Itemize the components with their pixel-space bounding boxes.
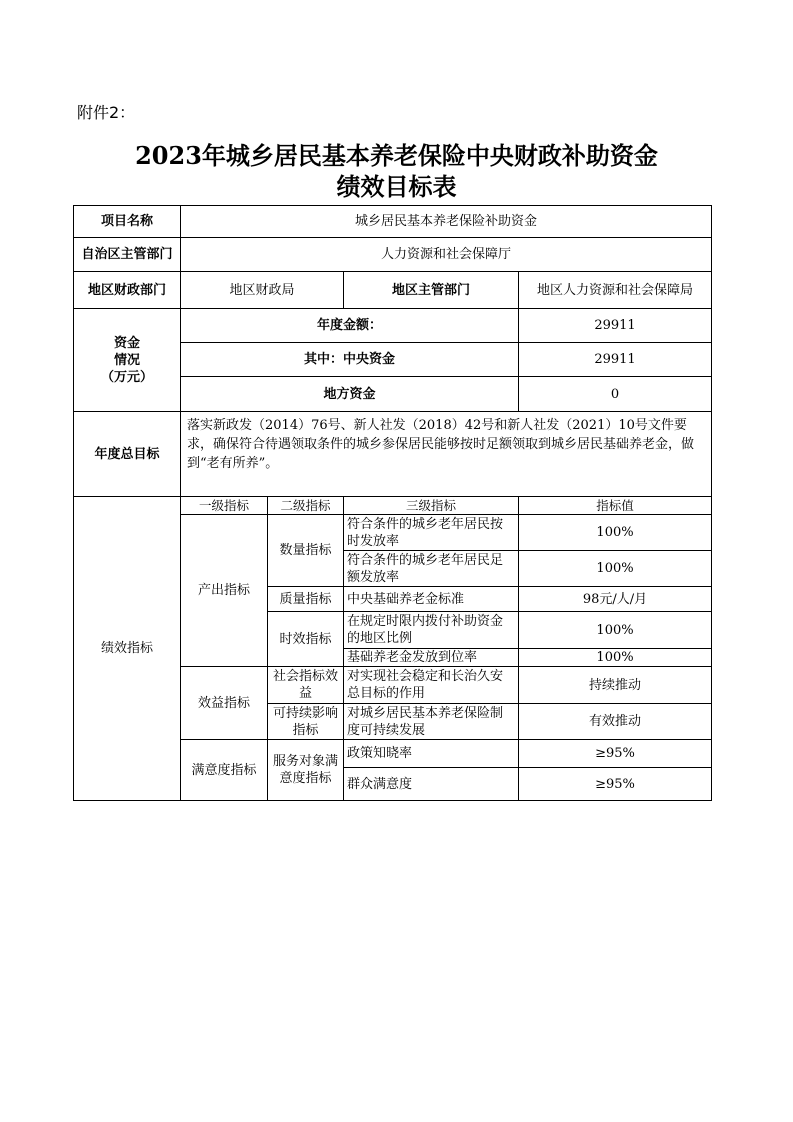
indicator-name: 符合条件的城乡老年居民按时发放率 [344, 515, 519, 551]
service-satisfaction-label: 服务对象满意度指标 [268, 740, 344, 801]
funds-label-line1: 资金 [113, 335, 140, 351]
header-level2: 二级指标 [268, 497, 344, 515]
social-benefit-label: 社会指标效益 [268, 667, 344, 704]
indicator-value: 100% [519, 612, 712, 649]
dept-label: 自治区主管部门 [74, 238, 181, 272]
finance-dept-value: 地区财政局 [181, 272, 344, 309]
output-indicator-label: 产出指标 [181, 515, 268, 667]
row-annual-goal [74, 412, 712, 497]
document-title-line1: 2023年城乡居民基本养老保险中央财政补助资金 [135, 141, 658, 170]
benefit-indicator-label: 效益指标 [181, 667, 268, 740]
local-funds-value: 0 [519, 377, 712, 412]
indicator-name: 中央基础养老金标准 [344, 587, 519, 612]
row-annual-amount [74, 309, 712, 343]
indicator-name: 在规定时限内拨付补助资金的地区比例 [344, 612, 519, 649]
indicator-value: ≥95% [519, 740, 712, 768]
quality-indicator-label: 质量指标 [268, 587, 344, 612]
mgmt-dept-label: 地区主管部门 [344, 272, 519, 309]
satisfaction-indicator-label: 满意度指标 [181, 740, 268, 801]
indicator-value: 100% [519, 515, 712, 551]
annual-amount-value: 29911 [519, 309, 712, 343]
project-name-label: 项目名称 [74, 206, 181, 238]
document-title-line2: 绩效目标表 [336, 172, 457, 201]
indicator-name: 符合条件的城乡老年居民足额发放率 [344, 551, 519, 587]
timeliness-indicator-label: 时效指标 [268, 612, 344, 667]
project-name-value: 城乡居民基本养老保险补助资金 [181, 206, 712, 238]
indicator-value: 持续推动 [519, 667, 712, 704]
performance-target-table [73, 205, 712, 801]
dept-value: 人力资源和社会保障厅 [181, 238, 712, 272]
row-dept [74, 238, 712, 272]
mgmt-dept-value: 地区人力资源和社会保障局 [519, 272, 712, 309]
central-funds-value: 29911 [519, 343, 712, 377]
indicator-value: ≥95% [519, 768, 712, 801]
indicator-value: 100% [519, 649, 712, 667]
annual-goal-label: 年度总目标 [74, 412, 181, 497]
indicator-value: 100% [519, 551, 712, 587]
finance-dept-label: 地区财政部门 [74, 272, 181, 309]
row-finance-dept [74, 272, 712, 309]
indicator-name: 对城乡居民基本养老保险制度可持续发展 [344, 704, 519, 740]
quantity-indicator-label: 数量指标 [268, 515, 344, 587]
row-indicator-header [74, 497, 712, 515]
central-funds-label: 其中：中央资金 [181, 343, 519, 377]
funds-label [74, 309, 181, 412]
indicator-name: 政策知晓率 [344, 740, 519, 768]
indicator-name: 对实现社会稳定和长治久安总目标的作用 [344, 667, 519, 704]
header-value: 指标值 [519, 497, 712, 515]
performance-label: 绩效指标 [74, 497, 181, 801]
local-funds-label: 地方资金 [181, 377, 519, 412]
attachment-label: 附件2： [77, 103, 136, 122]
indicator-name: 基础养老金发放到位率 [344, 649, 519, 667]
sustainable-indicator-label: 可持续影响指标 [268, 704, 344, 740]
indicator-name: 群众满意度 [344, 768, 519, 801]
funds-label-line3: （万元） [100, 369, 153, 385]
header-level1: 一级指标 [181, 497, 268, 515]
row-project-name [74, 206, 712, 238]
annual-goal-text: 落实新政发（2014）76号、新人社发（2018）42号和新人社发（2021）10号文件要求，确保符合待遇领取条件的城乡参保居民能够按时足额领取到城乡居民基础养老金，做到“老有所养”。 [181, 412, 712, 497]
annual-amount-label: 年度金额： [181, 309, 519, 343]
header-level3: 三级指标 [344, 497, 519, 515]
indicator-value: 有效推动 [519, 704, 712, 740]
indicator-value: 98元/人/月 [519, 587, 712, 612]
funds-label-line2: 情况 [113, 352, 140, 368]
